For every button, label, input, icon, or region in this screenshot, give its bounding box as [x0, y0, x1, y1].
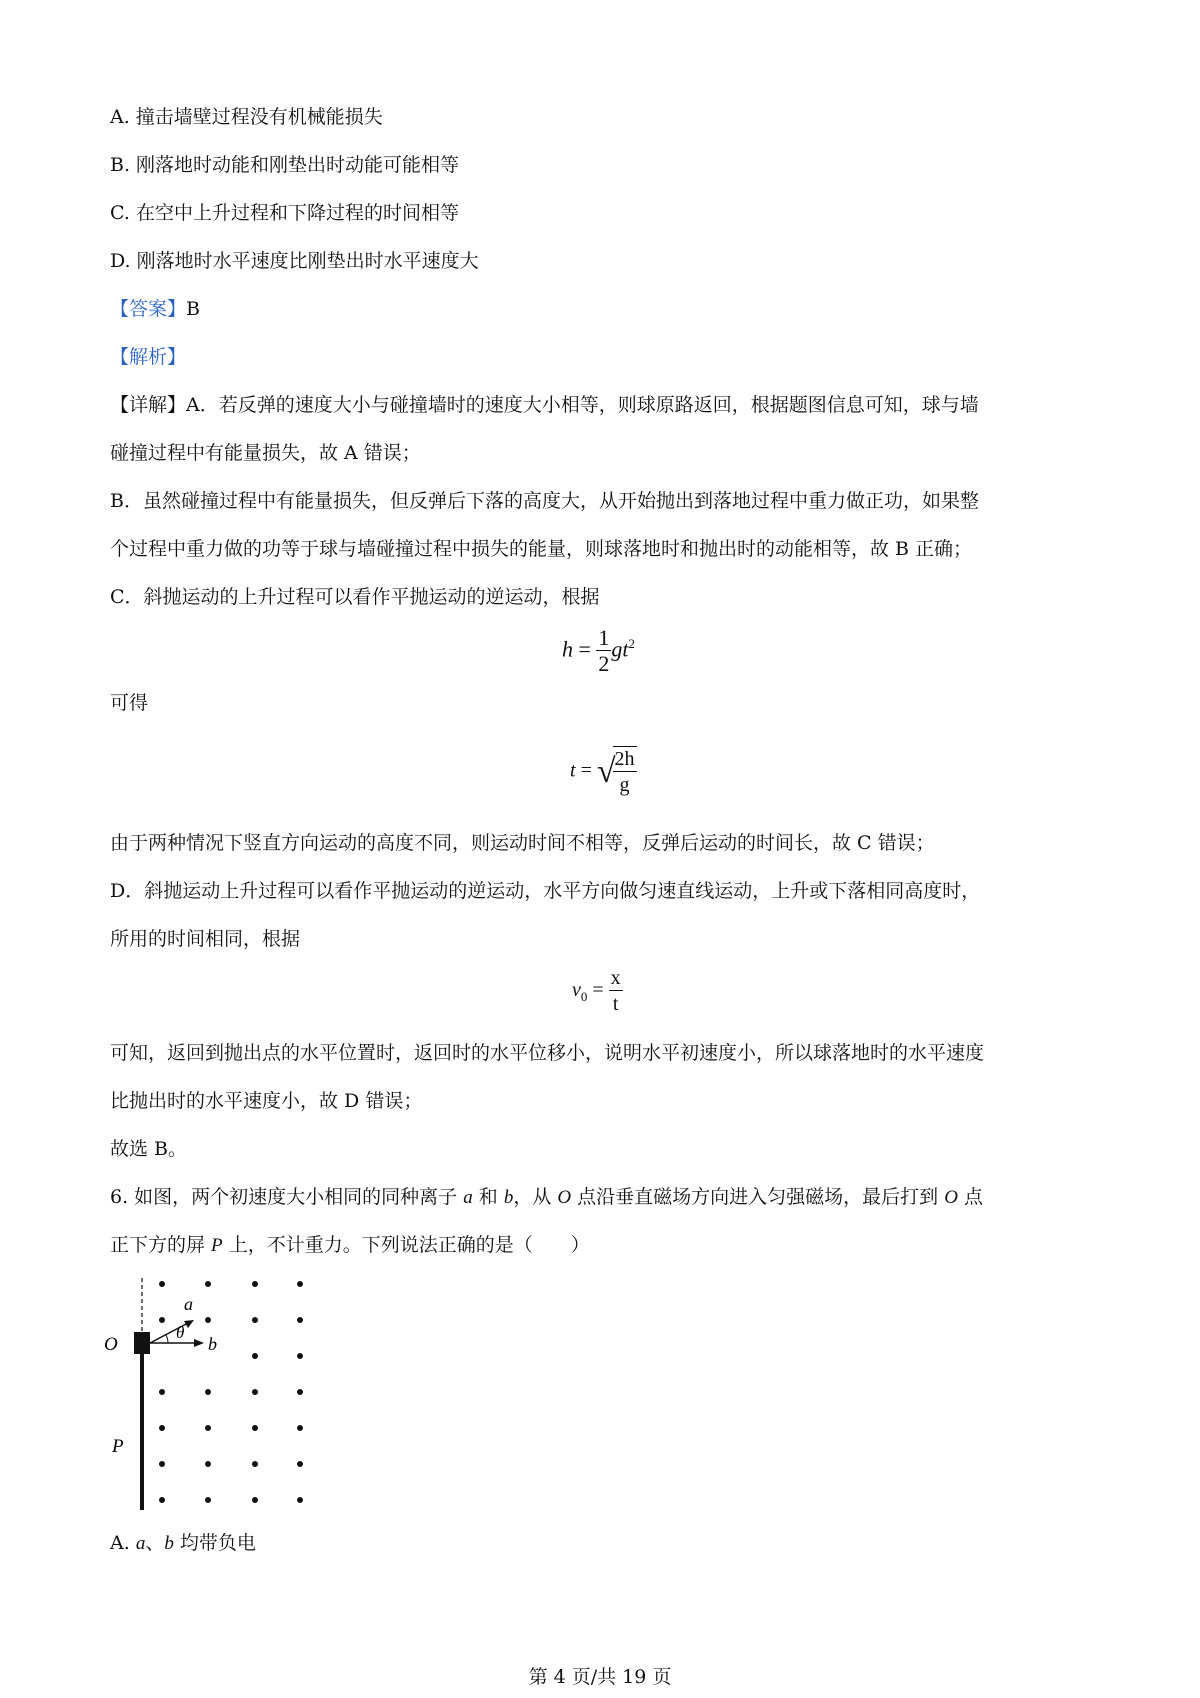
option-6a: A. a、b 均带负电 [110, 1532, 256, 1554]
detail-line-2: 碰撞过程中有能量损失，故 A 错误； [110, 442, 421, 464]
question-6-line-2: 正下方的屏 P 上，不计重力。下列说法正确的是（ ） [110, 1234, 590, 1256]
question-6-line-1: 6. 如图，两个初速度大小相同的同种离子 a 和 b，从 O 点沿垂直磁场方向进入匀强磁场，最后打到 O 点 [110, 1186, 983, 1208]
detail-line-4: 个过程中重力做的功等于球与墙碰撞过程中损失的能量，则球落地时和抛出时的动能相等，故 B 正确； [110, 538, 973, 560]
option-5a: A. 撞击墙壁过程没有机械能损失 [110, 106, 383, 128]
detail-line-3: B．虽然碰撞过程中有能量损失，但反弹后下落的高度大，从开始抛出到落地过程中重力做正功，如果整 [110, 490, 979, 512]
field-dots [159, 1281, 303, 1503]
option-5c: C. 在空中上升过程和下降过程的时间相等 [110, 202, 459, 224]
detail-line-7: 由于两种情况下竖直方向运动的高度不同，则运动时间不相等，反弹后运动的时间长，故 C 错误； [110, 832, 935, 854]
answer-tag: 【答案】 [110, 298, 187, 320]
magnetic-field-figure [100, 1270, 320, 1520]
option-5b: B. 刚落地时动能和刚垫出时动能可能相等 [110, 154, 460, 176]
detail-line-1: 【详解】A．若反弹的速度大小与碰撞墙时的速度大小相等，则球原路返回，根据题图信息可知，球与墙 [110, 394, 979, 416]
detail-line-11: 比抛出时的水平速度小，故 D 错误； [110, 1090, 423, 1112]
detail-line-9: 所用的时间相同，根据 [110, 928, 301, 950]
option-5d: D. 刚落地时水平速度比刚垫出时水平速度大 [110, 250, 479, 272]
arrowhead-b [194, 1339, 204, 1347]
label-theta: θ [176, 1323, 185, 1342]
equation-t: t = √ $\frac{2h}{g}$ [570, 748, 635, 796]
answer-value: B [186, 298, 200, 320]
analysis-tag: 【解析】 [110, 346, 187, 368]
equation-v0: $v_0$ = $\frac{x}{t}$ [572, 967, 621, 1015]
detail-line-8: D．斜抛运动上升过程可以看作平抛运动的逆运动，水平方向做匀速直线运动，上升或下落相同高度时， [110, 880, 981, 902]
page-footer: 第 4 页/共 19 页 [528, 1666, 672, 1688]
answer-line [110, 296, 200, 322]
detail-line-5: C．斜抛运动的上升过程可以看作平抛运动的逆运动，根据 [110, 586, 600, 608]
source-block [134, 1332, 150, 1354]
detail-line-12: 故选 B。 [110, 1138, 188, 1160]
label-P: P [112, 1436, 124, 1457]
equation-h: h = $\frac{1}{2}$ $gt^2$ [562, 625, 636, 676]
label-a: a [184, 1294, 193, 1314]
label-O: O [104, 1334, 118, 1355]
detail-line-10: 可知，返回到抛出点的水平位置时，返回时的水平位移小，说明水平初速度小，所以球落地时的水平速度 [110, 1042, 985, 1064]
detail-line-6: 可得 [110, 692, 149, 714]
label-b: b [208, 1334, 217, 1354]
angle-arc [166, 1335, 168, 1343]
